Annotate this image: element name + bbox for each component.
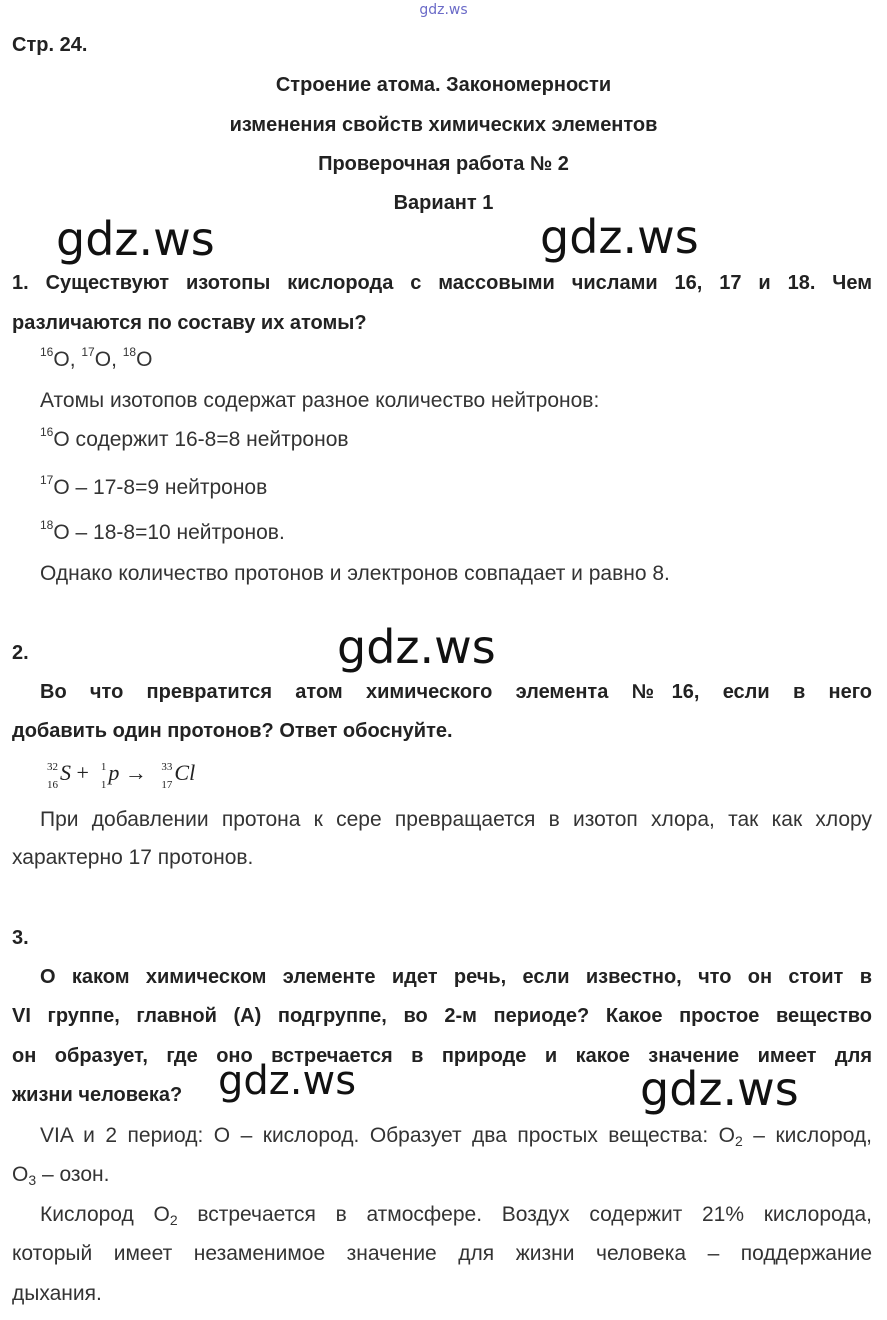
q3-answer-line-1: VIA и 2 период: О – кислород. Образует два простых вещества: $О_2$ – кислород, [40,1124,873,1149]
title-line-2: изменения свойств химических элементов [229,114,658,136]
watermark: gdz.ws [540,210,699,264]
q3-question-line-3: он образует, где оно встречается в природе и какое значение имеет для [12,1045,872,1067]
q2-question-line-1: Во что превратится атом химического элемента №16, если в него [40,681,872,703]
watermark: gdz.ws [337,620,496,674]
q1-line-5: Однако количество протонов и электронов совпадает и равно 8. [40,562,670,585]
title-line-1: Строение атома. Закономерности [275,74,612,96]
q2-answer-line-2: характерно 17 протонов. [12,846,254,869]
q3-question-line-1: О каком химическом элементе идет речь, если известно, что он стоит в [40,966,872,988]
q1-question-line-2: различаются по составу их атомы? [12,312,367,334]
q2-formula: 32 16 S + 1 1 p → 33 17 Cl [47,760,196,791]
watermark: gdz.ws [56,212,215,266]
q3-answer-line-3: Кислород $О_2$ встречается в атмосфере. Воздух содержит 21% кислорода, [40,1203,872,1228]
page-label: Стр. 24. [12,34,88,56]
title-line-3: Проверочная работа № 2 [318,153,569,175]
q1-question-line-1: 1. Существуют изотопы кислорода с массовыми числами 16, 17 и 18. Чем [12,272,872,294]
q2-answer-line-1: При добавлении протона к сере превращается в изотоп хлора, так как хлору [40,808,872,831]
q1-line-2: $^{16}$O содержит 16-8=8 нейтронов [40,425,349,451]
q3-number: 3. [12,927,29,949]
q1-line-4: $^{18}$O – 18-8=10 нейтронов. [40,518,285,544]
watermark: gdz.ws [218,1058,357,1104]
q2-number: 2. [12,642,29,664]
q3-answer-line-2: $О_3$ – озон. [12,1163,110,1188]
q3-question-line-2: VI группе, главной (А) подгруппе, во 2-м периоде? Какое простое вещество [12,1005,872,1027]
q1-line-1: Атомы изотопов содержат разное количество нейтронов: [40,389,600,412]
q1-isotopes: $^{16}$O, $^{17}$O, $^{18}$O [40,345,153,371]
title-line-4: Вариант 1 [393,192,494,214]
q2-question-line-2: добавить один протонов? Ответ обоснуйте. [12,720,453,742]
q3-answer-line-4: который имеет незаменимое значение для жизни человека – поддержание [12,1242,872,1265]
watermark: gdz.ws [640,1062,799,1116]
watermark-top: gdz.ws [419,2,468,18]
q3-question-line-4: жизни человека? [12,1084,183,1106]
q3-answer-line-5: дыхания. [12,1282,102,1305]
q1-line-3: $^{17}$O – 17-8=9 нейтронов [40,473,268,499]
